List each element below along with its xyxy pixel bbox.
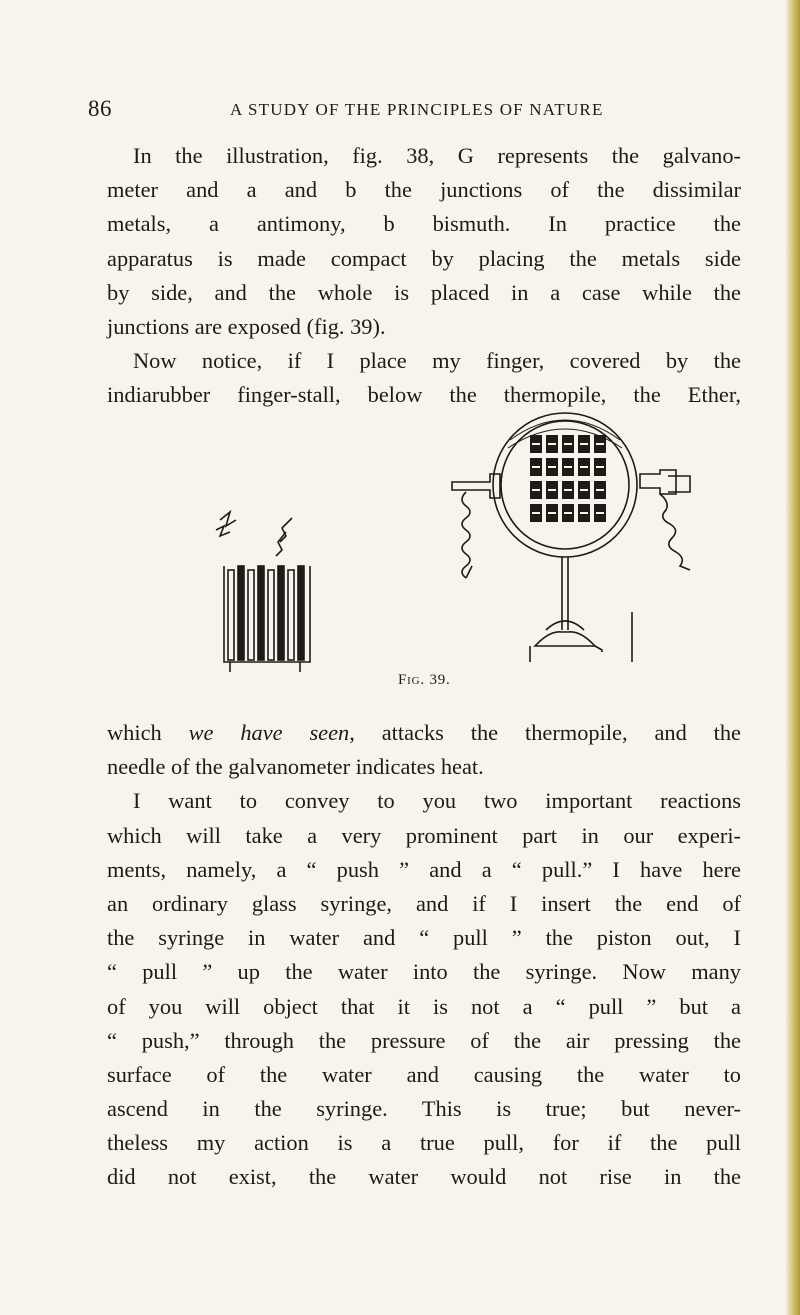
text-line: indiarubber finger-stall, below the thermopile, the Ether, (107, 382, 741, 408)
text-line: junctions are exposed (fig. 39). (107, 313, 386, 339)
text-block-bottom (107, 716, 741, 1195)
text-line: theless my action is a true pull, for if the pull (107, 1130, 741, 1156)
italic-phrase: we have seen (188, 720, 350, 745)
text-line: Now notice, if I place my finger, covered by the (133, 348, 741, 374)
text-line: I want to convey to you two important reactions (133, 788, 741, 814)
figure-thermopile (190, 380, 720, 680)
text-line: an ordinary glass syringe, and if I insert the end of (107, 890, 741, 916)
thermopile-bars-drawing (216, 512, 310, 672)
text-line: needle of the galvanometer indicates heat. (107, 754, 484, 780)
text-line: ments, namely, a “ push ” and a “ pull.” I have here (107, 856, 741, 882)
text-line: In the illustration, fig. 38, G represents the galvano- (133, 143, 741, 168)
figure-caption (398, 672, 451, 689)
thermopile-on-stand-drawing (452, 413, 690, 662)
text-line: which will take a very prominent part in our experi- (107, 822, 741, 848)
text-run: which (107, 720, 189, 745)
text-line: “ push,” through the pressure of the air pressing the (107, 1027, 741, 1053)
page-edge (786, 0, 800, 1315)
page-header (88, 96, 688, 130)
text-line: surface of the water and causing the water to (107, 1061, 741, 1087)
text-line: “ pull ” up the water into the syringe. Now many (107, 959, 741, 985)
text-line: apparatus is made compact by placing the metals side (107, 245, 741, 271)
text-line: meter and a and b the junctions of the dissimilar (107, 177, 741, 203)
text-line: metals, a antimony, b bismuth. In practice the (107, 211, 741, 237)
thermopile-illustration (190, 380, 720, 680)
running-head: A STUDY OF THE PRINCIPLES OF NATURE (230, 100, 604, 119)
page-number: 86 (88, 96, 112, 121)
text-line: did not exist, the water would not rise in the (107, 1164, 741, 1190)
text-line: the syringe in water and “ pull ” the piston out, I (107, 925, 741, 951)
text-line: ascend in the syringe. This is true; but never- (107, 1096, 741, 1122)
text-line (107, 716, 741, 750)
text-line: by side, and the whole is placed in a case while the (107, 279, 741, 305)
text-block-top (107, 139, 741, 413)
text-line: of you will object that it is not a “ pull ” but a (107, 993, 741, 1019)
figure-caption-text: Fig. 39. (398, 672, 451, 688)
text-run: , attacks the thermopile, and the (349, 720, 741, 745)
